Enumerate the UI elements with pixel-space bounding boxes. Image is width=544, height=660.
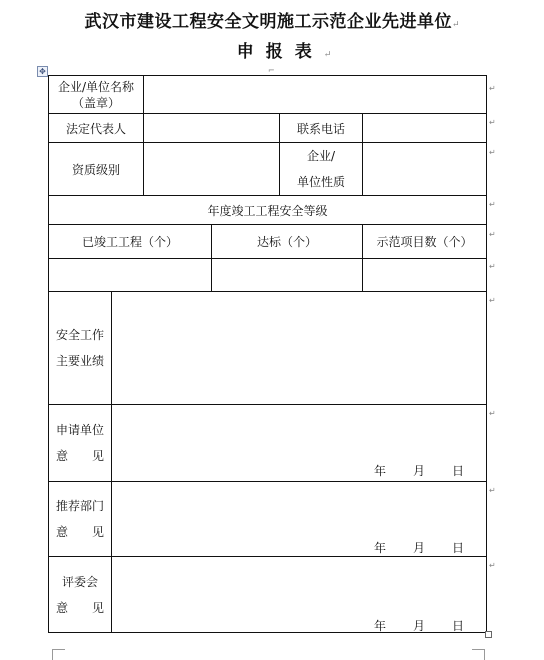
form-title-text: 武汉市建设工程安全文明施工示范企业先进单位 — [84, 12, 452, 32]
nature-label — [280, 143, 362, 195]
performance-label — [49, 292, 111, 404]
subtitle-char-1: 申 — [236, 42, 266, 62]
nature-label-line2: 单位性质 — [296, 175, 345, 189]
date-year-label: 年 — [374, 463, 387, 478]
date-year-label: 年 — [374, 618, 387, 633]
row-end-mark-icon: ↵ — [489, 561, 496, 570]
performance-label-line1: 安全工作 — [55, 328, 104, 342]
company-seal-label-text: （盖章） — [71, 95, 120, 110]
legal-rep-label: 法定代表人 — [65, 121, 126, 136]
committee-date — [374, 617, 464, 633]
applicant-label-line2: 意 见 — [55, 449, 104, 463]
date-month-label: 月 — [412, 463, 425, 478]
applicant-date — [374, 462, 464, 478]
row-end-mark-icon: ↵ — [489, 118, 496, 127]
recommend-label-line2: 意 见 — [55, 525, 104, 539]
row-end-mark-icon: ↵ — [489, 262, 496, 271]
form-title — [0, 7, 544, 32]
completed-field[interactable] — [49, 259, 211, 291]
standard-field[interactable] — [212, 259, 362, 291]
company-name-label-text: 企业/单位名称 — [57, 79, 135, 94]
qualification-label: 资质级别 — [71, 162, 120, 177]
committee-opinion-label — [49, 557, 111, 632]
row-end-mark-icon: ↵ — [489, 486, 496, 495]
company-name-label — [49, 76, 143, 113]
paragraph-mark-icon: ↵ — [323, 50, 332, 60]
move-handle-icon[interactable]: ✥ — [37, 66, 48, 77]
contact-phone-label: 联系电话 — [296, 121, 345, 136]
performance-field[interactable] — [112, 292, 486, 404]
page-corner-mark-icon — [472, 649, 485, 660]
demo-projects-label: 示范项目数（个） — [376, 235, 473, 249]
table-border-right — [486, 75, 487, 633]
annual-grade-heading: 年度竣工工程安全等级 — [207, 203, 328, 218]
paragraph-mark-icon: ⌐ — [268, 66, 275, 75]
row-end-mark-icon: ↵ — [489, 148, 496, 157]
row-end-mark-icon: ↵ — [489, 84, 496, 93]
date-day-label: 日 — [451, 463, 464, 478]
recommend-opinion-label — [49, 482, 111, 556]
form-subtitle — [0, 37, 544, 62]
paragraph-mark-icon: ↵ — [451, 20, 460, 30]
date-year-label: 年 — [374, 540, 387, 555]
recommend-date — [374, 539, 464, 555]
subtitle-char-2: 报 — [265, 42, 295, 62]
recommend-label-line1: 推荐部门 — [55, 499, 104, 513]
standard-label: 达标（个） — [256, 235, 317, 249]
qualification-field[interactable] — [144, 143, 279, 195]
date-day-label: 日 — [451, 540, 464, 555]
row-end-mark-icon: ↵ — [489, 200, 496, 209]
row-end-mark-icon: ↵ — [489, 296, 496, 305]
performance-label-line2: 主要业绩 — [55, 354, 104, 368]
nature-field[interactable] — [363, 143, 486, 195]
nature-label-line1: 企业/ — [306, 149, 336, 163]
date-month-label: 月 — [412, 540, 425, 555]
committee-label-line2: 意 见 — [55, 600, 104, 615]
table-resize-handle-icon[interactable] — [485, 631, 492, 638]
date-month-label: 月 — [412, 618, 425, 633]
row-end-mark-icon: ↵ — [489, 230, 496, 239]
date-day-label: 日 — [451, 618, 464, 633]
legal-rep-field[interactable] — [144, 114, 279, 142]
row-end-mark-icon: ↵ — [489, 409, 496, 418]
contact-phone-field[interactable] — [363, 114, 486, 142]
company-name-field[interactable] — [144, 76, 486, 113]
demo-projects-field[interactable] — [363, 259, 486, 291]
applicant-opinion-label — [49, 405, 111, 481]
applicant-label-line1: 申请单位 — [55, 423, 104, 437]
completed-label: 已竣工工程（个） — [81, 235, 178, 249]
committee-label-line1: 评委会 — [61, 574, 98, 589]
subtitle-char-3: 表 — [294, 42, 324, 62]
page-corner-mark-icon — [52, 649, 65, 660]
